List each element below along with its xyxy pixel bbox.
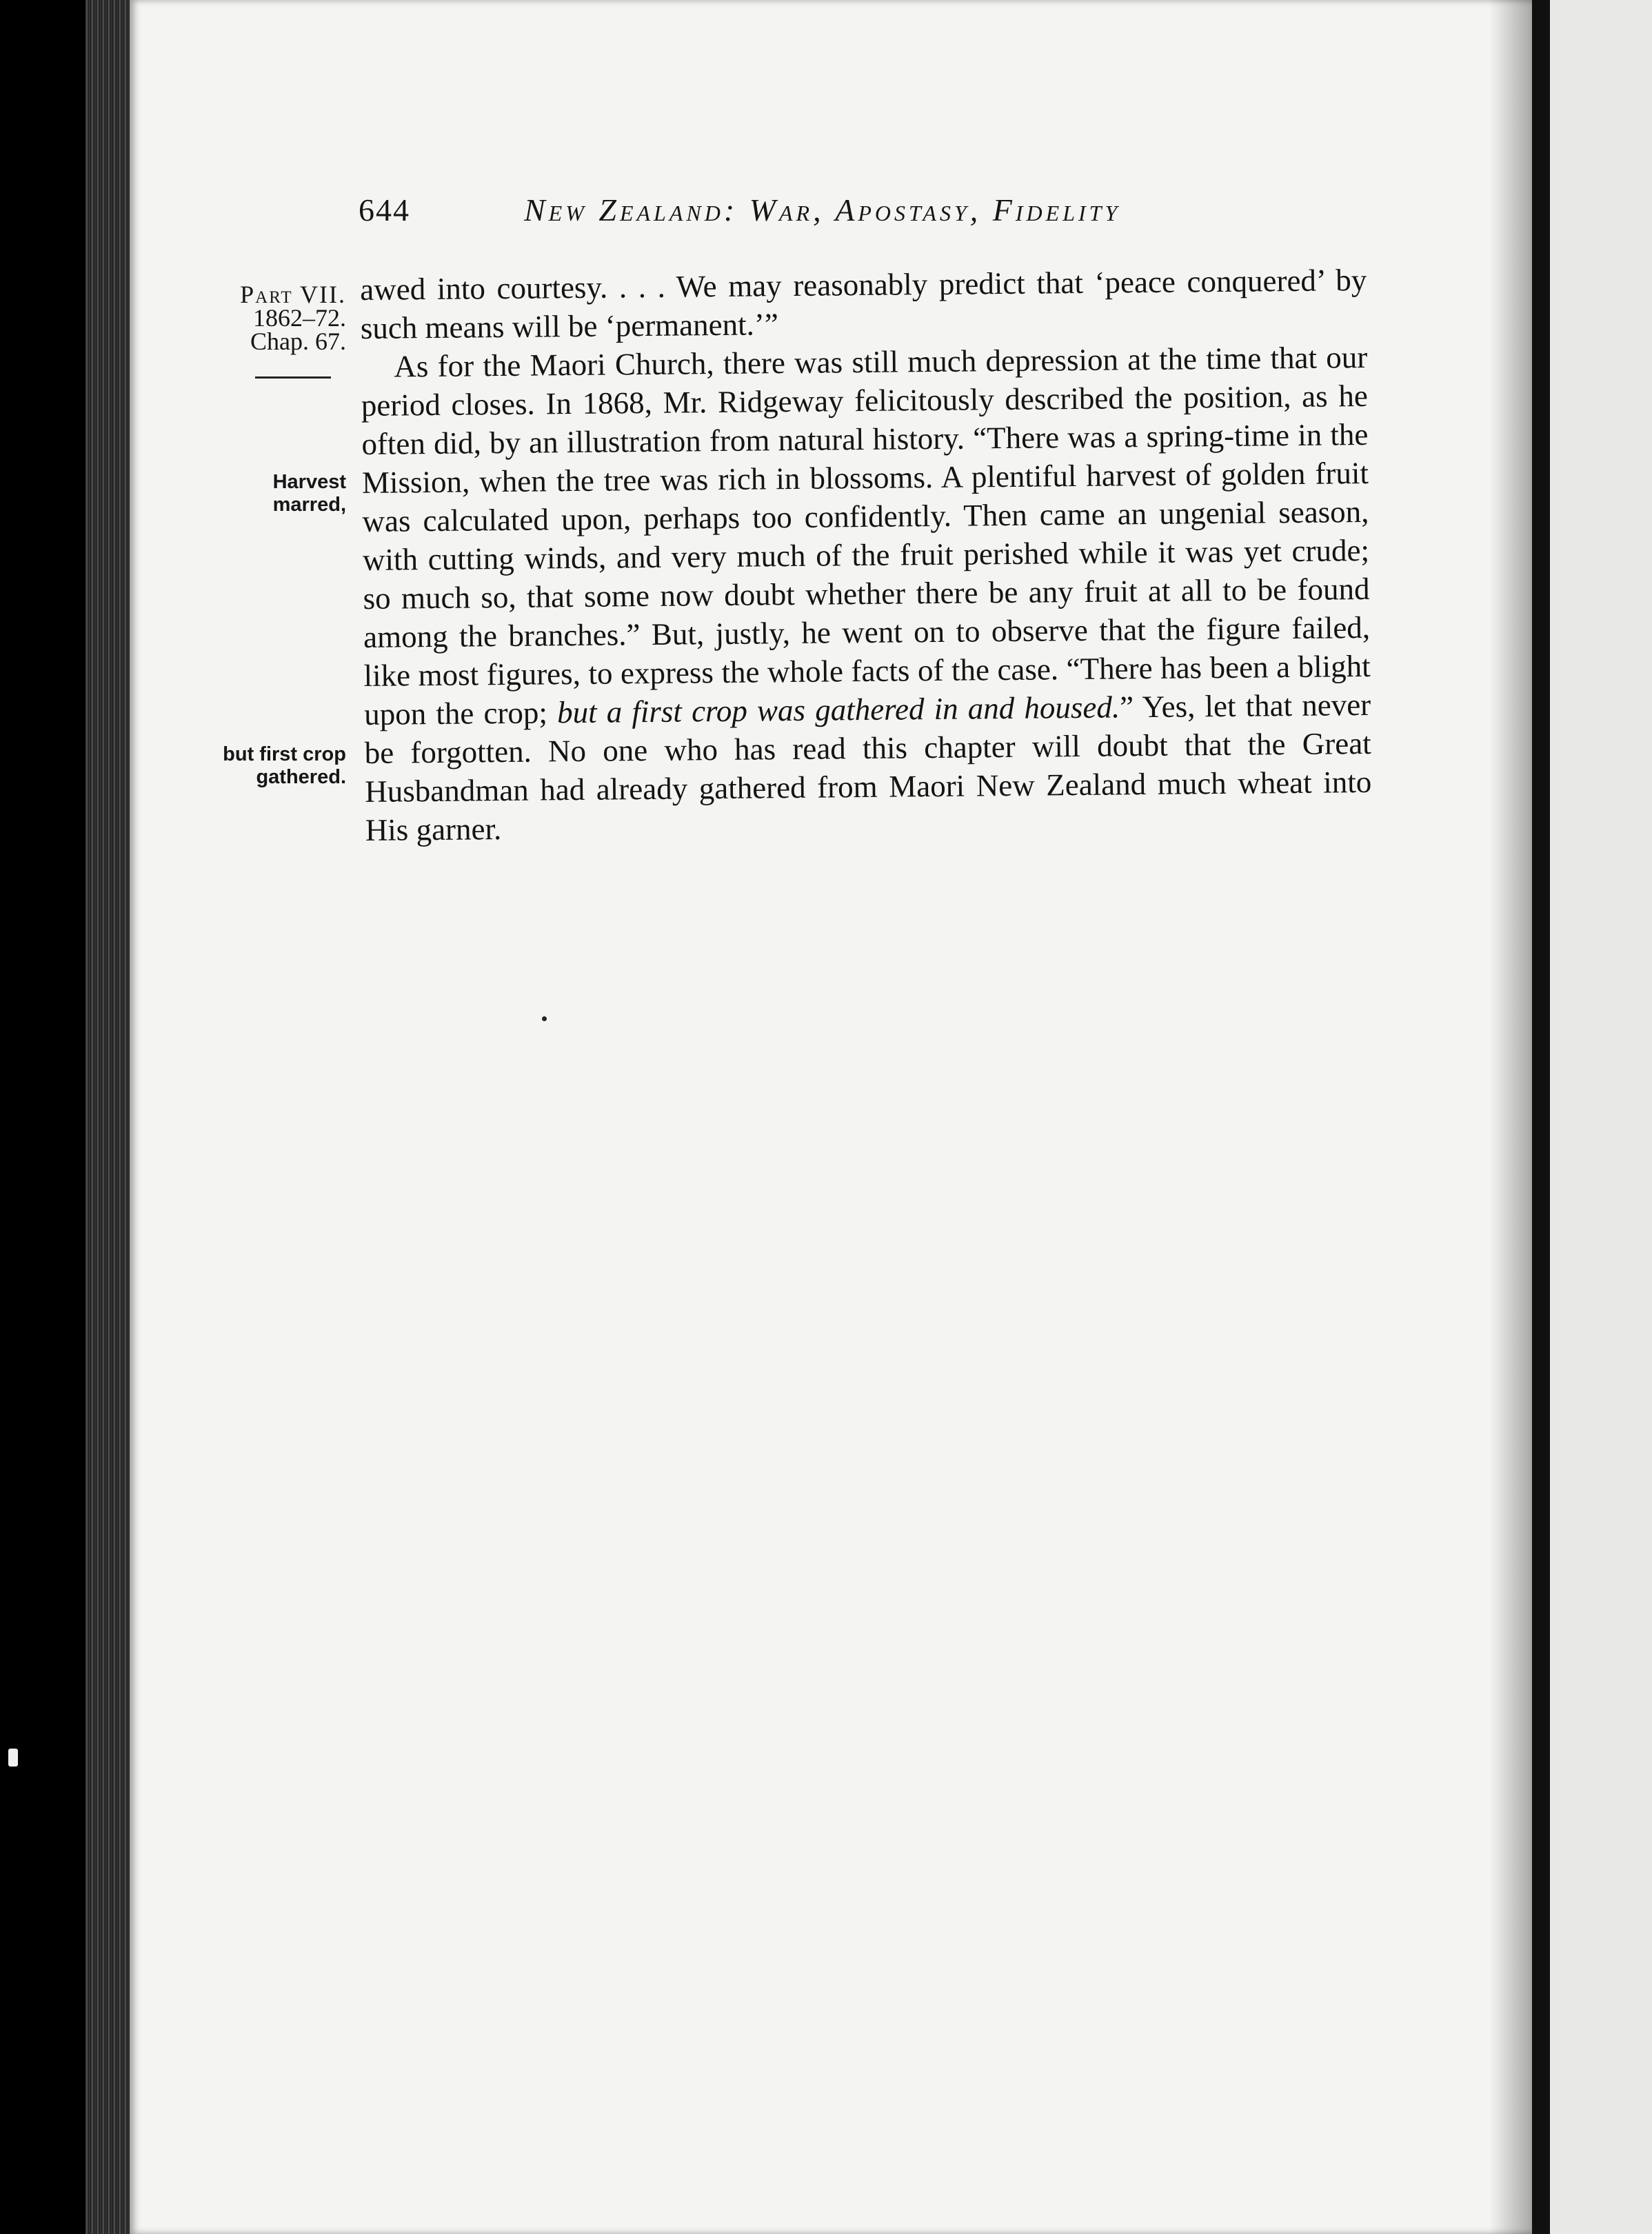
page-number: 644 bbox=[359, 192, 410, 228]
part-years: 1862–72. bbox=[253, 304, 346, 332]
book-page-edge bbox=[85, 0, 135, 2234]
paragraph-2 bbox=[361, 338, 1372, 849]
paragraph-2-italic: but a first crop was gathered in and housed. bbox=[556, 690, 1120, 730]
paragraph-1: awed into courtesy. . . . We may reasonably predict that ‘peace conquered’ by such means will be ‘permanent.’” bbox=[360, 262, 1367, 345]
part-rule bbox=[255, 376, 331, 379]
part-label: Part VII. bbox=[240, 281, 346, 308]
ink-dot bbox=[542, 1016, 547, 1021]
paragraph-2-start: As for the Maori Church, there was still much depression at the time that our period closes. In 1868, Mr. Ridgeway felicitously described the position, as he often did, by an illustration from natural history. “There was a spring-time in the Mission, when the tree was rich in blossoms. A plentiful harvest of golden fruit was calculated upon, perhaps too confidently. Then came an ungenial season, with cutting winds, and very much of the fruit perished while it was yet crude; so much so, that some now doubt whether there be any fruit at all to be found among the branches.” But, justly, he went on to observe that the figure failed, like most figures, to express the whole facts of the case. “There has been a blight upon the crop; bbox=[361, 339, 1371, 732]
paragraph-2-end: ” Yes, let that never be forgotten. No one who has read this chapter will doubt that the Great Husbandman had already gathered from Maori New Zealand much wheat into His garner. bbox=[364, 687, 1372, 847]
chapter-label: Chap. 67. bbox=[250, 328, 346, 355]
margin-note-crop: but first crop gathered. bbox=[223, 743, 346, 788]
running-title: New Zealand: War, Apostasy, Fidelity bbox=[524, 192, 1121, 228]
body-text bbox=[360, 261, 1372, 849]
facing-page-edge bbox=[1550, 0, 1652, 2234]
gutter-shadow bbox=[1489, 0, 1538, 2234]
scan-speck bbox=[8, 1749, 18, 1767]
margin-note-harvest: Harvest marred, bbox=[272, 471, 346, 516]
gutter bbox=[1532, 0, 1550, 2234]
part-reference bbox=[200, 283, 346, 353]
